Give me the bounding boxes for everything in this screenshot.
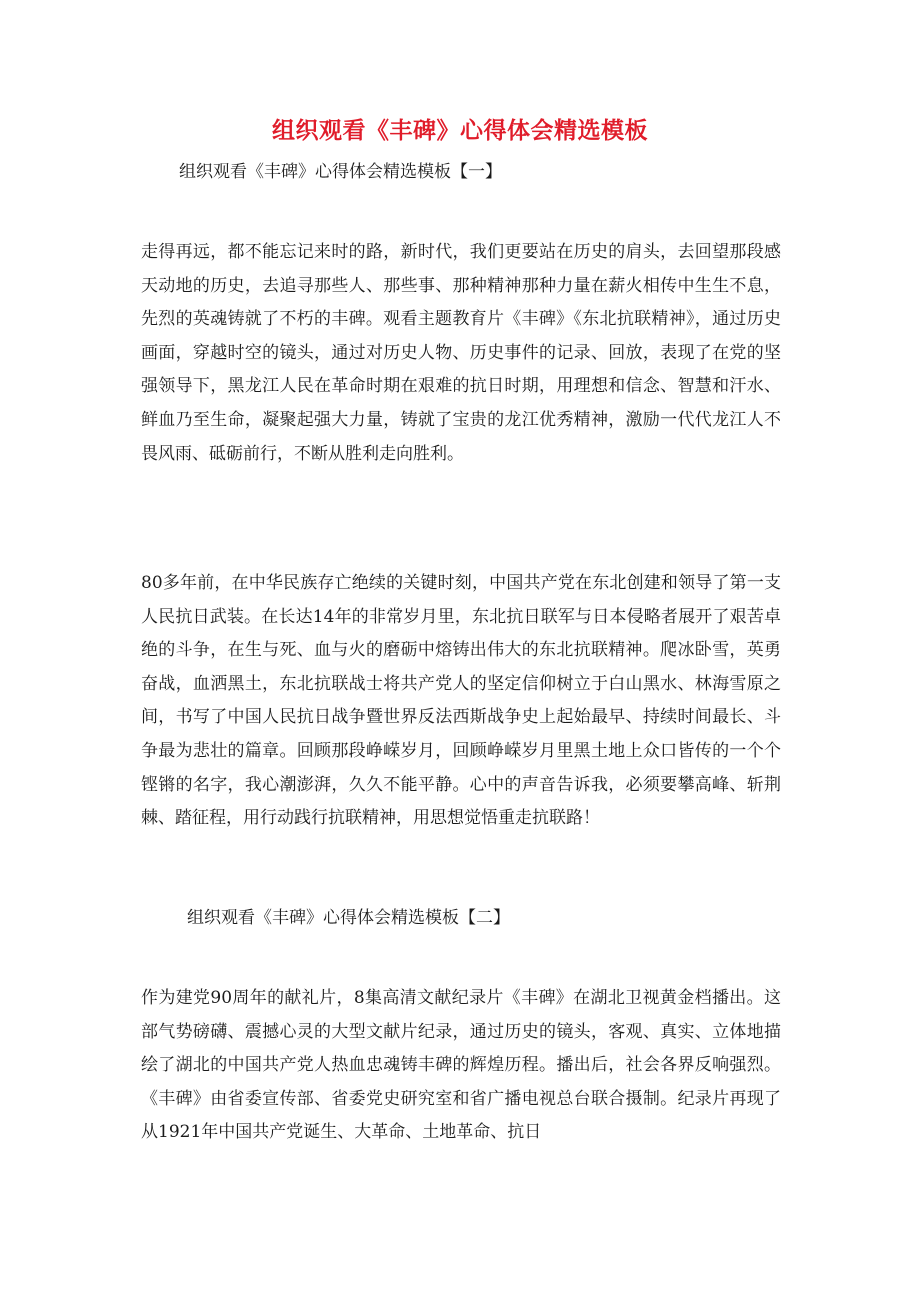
paragraph-1: 走得再远，都不能忘记来时的路，新时代，我们更要站在历史的肩头，去回望那段感天动地的历史，去追寻那些人、那些事、那种精神那种力量在薪火相传中生生不息，先烈的英魂铸就了不朽的丰碑。观看主题教育片《丰碑》《东北抗联精神》，通过历史画面，穿越时空的镜头，通过对历史人物、历史事件的记录、回放，表现了在党的坚强领导下，黑龙江人民在革命时期在艰难的抗日时期，用理想和信念、智慧和汗水、鲜血乃至生命，凝聚起强大力量，铸就了宝贵的龙江优秀精神，激励一代代龙江人不畏风雨、砥砺前行，不断从胜利走向胜利。 <box>141 242 781 464</box>
document-title: 组织观看《丰碑》心得体会精选模板 <box>272 118 648 144</box>
section-heading-1: 组织观看《丰碑》心得体会精选模板【一】 <box>179 162 502 182</box>
section-heading-2: 组织观看《丰碑》心得体会精选模板【二】 <box>187 908 510 928</box>
paragraph-3: 作为建党90周年的献礼片，8集高清文献纪录片《丰碑》在湖北卫视黄金档播出。这部气势磅礴、震撼心灵的大型文献片纪录，通过历史的镜头，客观、真实、立体地描绘了湖北的中国共产党人热血忠魂铸丰碑的辉煌历程。播出后，社会各界反响强烈。《丰碑》由省委宣传部、省委党史研究室和省广播电视总台联合摄制。纪录片再现了从1921年中国共产党诞生、大革命、土地革命、抗日 <box>141 988 781 1143</box>
paragraph-2: 80多年前，在中华民族存亡绝续的关键时刻，中国共产党在东北创建和领导了第一支人民抗日武装。在长达14年的非常岁月里，东北抗日联军与日本侵略者展开了艰苦卓绝的斗争，在生与死、血与火的磨砺中熔铸出伟大的东北抗联精神。爬冰卧雪，英勇奋战，血洒黑土，东北抗联战士将共产党人的坚定信仰树立于白山黑水、林海雪原之间，书写了中国人民抗日战争暨世界反法西斯战争史上起始最早、持续时间最长、斗争最为悲壮的篇章。回顾那段峥嵘岁月，回顾峥嵘岁月里黑土地上众口皆传的一个个铿锵的名字，我心潮澎湃，久久不能平静。心中的声音告诉我，必须要攀高峰、斩荆棘、踏征程，用行动践行抗联精神，用思想觉悟重走抗联路！ <box>141 573 781 829</box>
